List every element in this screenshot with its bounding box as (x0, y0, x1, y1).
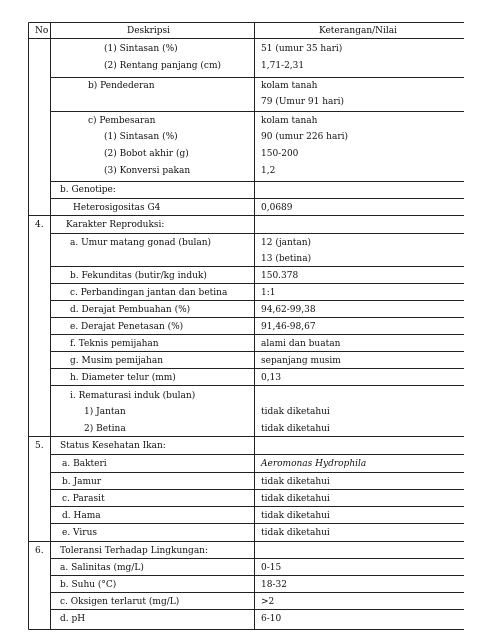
row-32-desc: b. Suhu (°C) (60, 580, 117, 590)
row-8-value: 1,2 (261, 166, 276, 176)
row-6-value: 90 (umur 226 hari) (261, 132, 349, 142)
row-5-value: kolam tanah (261, 116, 318, 126)
row-2-value: 1,71-2,31 (261, 61, 305, 71)
row-14-desc: b. Fekunditas (butir/kg induk) (70, 271, 207, 281)
row-12-desc: a. Umur matang gonad (bulan) (70, 238, 212, 248)
row-6-desc: (1) Sintasan (%) (104, 132, 178, 142)
row-22-value: tidak diketahui (261, 407, 330, 417)
row-27-value: tidak diketahui (261, 494, 330, 504)
row-14-value: 150.378 (261, 271, 299, 281)
row-34-value: 6-10 (261, 614, 282, 624)
row-26-value: tidak diketahui (261, 477, 330, 487)
row-9-desc: b. Genotipe: (60, 185, 116, 195)
row-21-desc: i. Rematurasi induk (bulan) (70, 391, 196, 401)
row-20-value: 0,13 (261, 373, 282, 383)
row-25-desc: a. Bakteri (62, 459, 107, 469)
row-17-desc: e. Derajat Penetasan (%) (70, 322, 184, 332)
row-26-desc: b. Jamur (62, 477, 102, 487)
row-24-no: 5. (35, 441, 44, 451)
row-31-value: 0-15 (261, 563, 282, 573)
row-1-desc: (1) Sintasan (%) (104, 44, 178, 54)
row-11-no: 4. (35, 220, 44, 230)
row-3-value: kolam tanah (261, 81, 318, 91)
row-10-value: 0,0689 (261, 203, 293, 213)
row-22-desc: 1) Jantan (84, 407, 126, 417)
row-32-value: 18-32 (261, 580, 287, 590)
row-18-value: alami dan buatan (261, 339, 341, 349)
row-13-value: 13 (betina) (261, 254, 312, 264)
row-19-value: sepanjang musim (261, 356, 341, 366)
row-20-desc: h. Diameter telur (mm) (70, 373, 176, 383)
row-30-desc: Toleransi Terhadap Lingkungan: (60, 546, 209, 556)
row-28-value: tidak diketahui (261, 511, 330, 521)
row-23-desc: 2) Betina (84, 424, 126, 434)
header-no: No (35, 26, 49, 36)
row-33-value: >2 (261, 597, 275, 607)
row-11-desc: Karakter Reproduksi: (66, 220, 165, 230)
row-10-desc: Heterosigositas G4 (73, 203, 161, 213)
row-24-desc: Status Kesehatan Ikan: (60, 441, 166, 451)
row-16-value: 94,62-99,38 (261, 305, 316, 315)
row-5-desc: c) Pembesaran (88, 116, 156, 126)
header-deskripsi: Deskripsi (127, 26, 171, 36)
row-15-value: 1:1 (261, 288, 276, 298)
row-28-desc: d. Hama (62, 511, 101, 521)
row-31-desc: a. Salinitas (mg/L) (60, 563, 144, 573)
header-keterangan: Keterangan/Nilai (319, 26, 398, 36)
row-16-desc: d. Derajat Pembuahan (%) (70, 305, 191, 315)
row-1-value: 51 (umur 35 hari) (261, 44, 343, 54)
row-23-value: tidak diketahui (261, 424, 330, 434)
data-table (28, 22, 464, 630)
row-33-desc: c. Oksigen terlarut (mg/L) (60, 597, 180, 607)
row-17-value: 91,46-98,67 (261, 322, 316, 332)
row-25-value: Aeromonas Hydrophila (261, 459, 367, 469)
row-2-desc: (2) Rentang panjang (cm) (104, 61, 222, 71)
row-27-desc: c. Parasit (62, 494, 105, 504)
row-29-desc: e. Virus (62, 528, 97, 538)
row-30-no: 6. (35, 546, 44, 556)
row-15-desc: c. Perbandingan jantan dan betina (70, 288, 228, 298)
row-7-value: 150-200 (261, 149, 299, 159)
row-3-desc: b) Pendederan (88, 81, 155, 91)
row-29-value: tidak diketahui (261, 528, 330, 538)
row-8-desc: (3) Konversi pakan (104, 166, 191, 176)
row-34-desc: d. pH (60, 614, 86, 624)
row-19-desc: g. Musim pemijahan (70, 356, 164, 366)
row-4-value: 79 (Umur 91 hari) (261, 97, 345, 107)
row-7-desc: (2) Bobot akhir (g) (104, 149, 189, 159)
row-18-desc: f. Teknis pemijahan (70, 339, 159, 349)
row-12-value: 12 (jantan) (261, 238, 312, 248)
